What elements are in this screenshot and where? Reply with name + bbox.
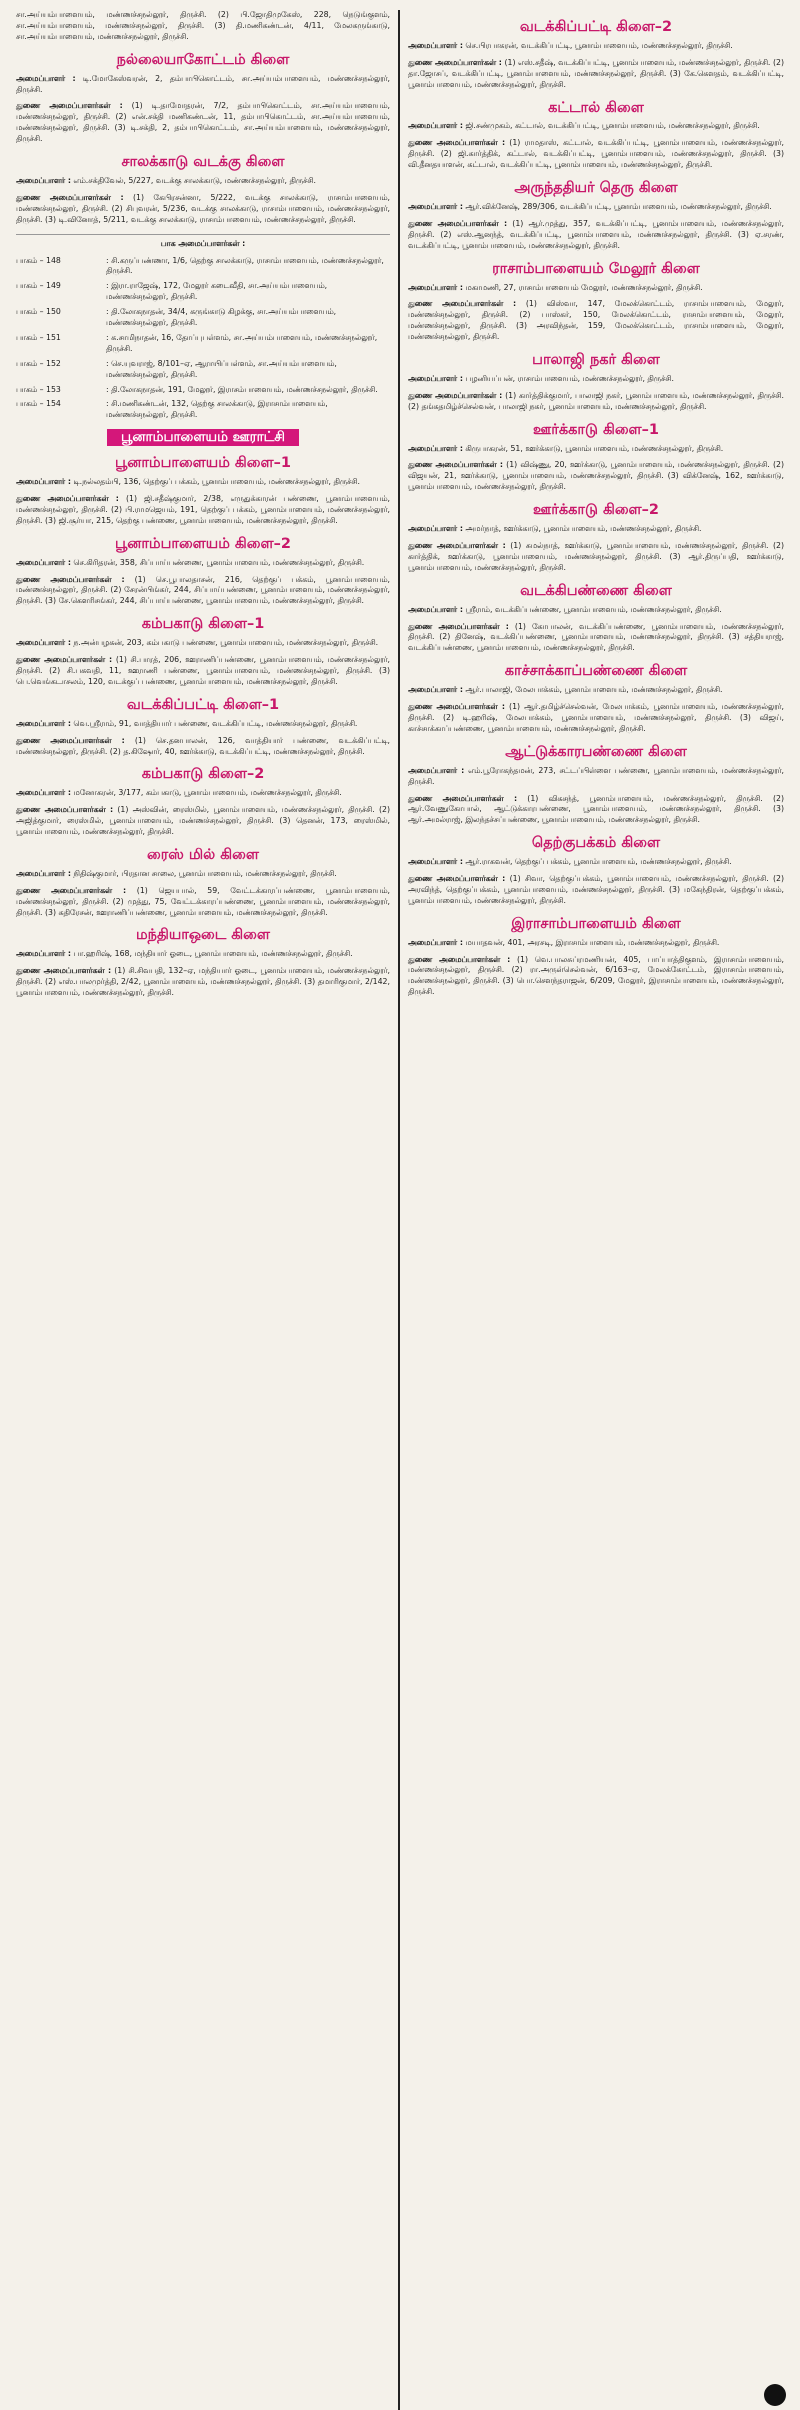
panchayat-banner: பூனாம்பாளையம் ஊராட்சி — [107, 429, 299, 446]
deputies-text: (1) வெ.பாலசுப்ரமணியன், 405, பாப்பாத்திகுளம், இராசாம்பாளையம், மண்ணச்சநல்லூர், திருச்சி. (2) ரா.அருள்செல்வன், 6/163–ஏ, மேலக்கோட்டம், இராசாம்பாளையம், மண்ணச்சநல்லூர், திருச்சி. (3) பொ.செளந்தராஜன், 6/209, மேலூர், இராசாம்பாளையம், மண்ணச்சநல்லூர், திருச்சி. — [408, 954, 785, 997]
organizer-label: அமைப்பாளர் : — [408, 604, 463, 614]
organizer-text: மனோகரன், 3/177, கம்பகாடு, பூனாம்பாளையம், மண்ணச்சநல்லூர், திருச்சி. — [73, 788, 342, 798]
organizer-text: ஆர்.ராகவன், தெற்குப் பக்கம், பூனாம்பாளையம், மண்ணச்சநல்லூர், திருச்சி. — [465, 857, 732, 867]
organizer-text: எம்.சக்திவேல், 5/227, வடக்கு சாலக்காடு, மண்ணச்சநல்லூர், திருச்சி. — [73, 175, 316, 185]
deputies-text: (1) சி.சிவபதி, 132–ஏ, மந்தியார் ஓடை, பூனாம்பாளையம், மண்ணச்சநல்லூர், திருச்சி. (2) எஸ்.பாலமுர்த்தி, 2/42, பூனாம்பாளையம், மண்ணச்சநல்லூர், திருச்சி. (3) தமாரிகுமார், 2/142, பூனாம்பாளையம், மண்ணச்சநல்லூர், திருச்சி. — [16, 966, 391, 998]
section-title: மந்தியாஒடை கிளை — [135, 927, 270, 944]
organizer-label: அமைப்பாளர் : — [408, 121, 463, 131]
booth-list — [16, 256, 390, 422]
deputies-label: துணை அமைப்பாளர்கள் : — [16, 101, 123, 111]
section-title: பூனாம்பாளையம் கிளை–2 — [115, 535, 291, 552]
organizer-entry — [16, 949, 390, 960]
organizer-entry — [408, 374, 784, 385]
organizer-text: பழனியப்பன், ராசாம்பாளையம், மண்ணச்சநல்லூர், திருச்சி. — [465, 373, 674, 383]
organizer-entry — [408, 202, 784, 213]
organizer-entry — [408, 121, 784, 132]
section-title: ஆட்டுக்காரபண்ணை கிளை — [505, 743, 687, 760]
booth-number: பாகம் – 150 — [16, 307, 61, 317]
deputies-entry — [408, 58, 784, 91]
section-title: காச்சாக்காப்பண்ணை கிளை — [504, 663, 688, 680]
organizer-entry — [16, 176, 390, 187]
organizer-entry — [16, 477, 390, 488]
booth-number: பாகம் – 152 — [16, 358, 61, 368]
organizer-label: அமைப்பாளர் : — [408, 282, 463, 292]
deputies-entry — [408, 541, 784, 574]
organizer-entry — [16, 719, 390, 730]
organizer-text: டி.மோகேஸ்வரன், 2, தம்பாபிகொட்டம், சா.அய்யம்பாளையம், மண்ணச்சநல்லூர், திருச்சி. — [16, 73, 391, 94]
booth-text: : சி.கருப்பண்ணா, 1/6, தெற்கு சாலக்காடு, ராசாம்பாளையம், மண்ணச்சநல்லூர், திருச்சி. — [106, 255, 384, 276]
booth-row — [16, 385, 390, 396]
deputies-label: துணை அமைப்பாளர்கள் : — [16, 574, 125, 584]
deputies-label: துணை அமைப்பாளர்கள் : — [408, 702, 505, 712]
organizer-text: கிருபாகரன், 51, ஊர்க்காடு, பூனாம்பாளையம், மண்ணச்சநல்லூர், திருச்சி. — [465, 443, 724, 453]
booth-text: : இரா.ராஜேஷ், 172, மேலூர் கடைவீதி, சா.அய்யம்பாளையம், மண்ணச்சநல்லூர், திருச்சி. — [106, 281, 328, 302]
organizer-entry — [408, 41, 784, 52]
deputies-entry — [408, 391, 784, 413]
deputies-label: துணை அமைப்பாளர்கள் : — [16, 494, 119, 503]
deputies-label: துணை அமைப்பாளர்கள் : — [408, 218, 508, 228]
booth-heading: பாக அமைப்பாளர்கள் : — [160, 238, 246, 248]
booth-row — [16, 307, 390, 329]
deputies-text: (1) ஆர்.முத்து, 357, வடக்கிப்பட்டி, பூனாம்பாளையம், மண்ணச்சநல்லூர், திருச்சி. (2) எஸ்.ஆனந்த், வடக்கிப்பட்டி, பூனாம்பாளையம், மண்ணச்சநல்லூர், திருச்சி. (3) ஏ.சரண், வடக்கிப்பட்டி, பூனாம்பாளையம், மண்ணச்சநல்லூர், திருச்சி. — [408, 218, 784, 250]
organizer-text: பா.ஹரிஷ், 168, மந்தியார் ஓடை, பூனாம்பாளையம், மண்ணச்சநல்லூர், திருச்சி. — [73, 949, 353, 959]
organizer-text: ஆர்.விக்னேஷ், 289/306, வடக்கிப்பட்டி, பூனாம்பாளையம், மண்ணச்சநல்லூர், திருச்சி. — [465, 201, 772, 211]
section-title: கம்பகாடு கிளை–2 — [141, 766, 265, 783]
organizer-entry — [408, 605, 784, 616]
organizer-label: அமைப்பாளர் : — [16, 949, 71, 959]
booth-number: பாகம் – 151 — [16, 332, 61, 342]
section-title: ஊர்க்காடு கிளை–1 — [533, 421, 659, 438]
deputies-text: (1) விஸ்வா, 147, மேலக்கொட்டம், ராசாம்பாளையம், மேலூர், மண்ணச்சநல்லூர், திருச்சி. (2) பாஸ்கர், 150, மேலக்கொட்டம், ராசாம்பாளையம், மேலூர், மண்ணச்சநல்லூர், திருச்சி. (3) அரவிந்தன், 159, மேலக்கொட்டம், ராசாம்பாளையம், மேலூர், மண்ணச்சநல்லூர், திருச்சி. — [408, 299, 785, 342]
section-title: ஊர்க்காடு கிளை–2 — [533, 502, 659, 519]
deputies-entry — [408, 955, 784, 999]
deputies-text: (1) சிவா, தெற்குப்பக்கம், பூனாம்பாளையம், மண்ணச்சநல்லூர், திருச்சி. (2) அரவிந்த், தெற்குப்பக்கம், பூனாம்பாளையம், மண்ணச்சநல்லூர், திருச்சி. (3) மகேந்திரன், தெற்குப்பக்கம், பூனாம்பாளையம், மண்ணச்சநல்லூர், திருச்சி. — [408, 874, 785, 905]
deputies-label: துணை அமைப்பாளர்கள் : — [408, 57, 502, 67]
organizer-label: அமைப்பாளர் : — [408, 373, 463, 383]
organizer-entry — [408, 524, 784, 535]
organizer-entry — [16, 788, 390, 799]
booth-row — [16, 333, 390, 355]
organizer-text: மகாமணி, 27, ராசாம்பாளையம் மேலூர், மண்ணச்சநல்லூர், திருச்சி. — [465, 282, 703, 292]
deputies-text: (1) ராமதாஸ், கட்டால், வடக்கிப்பட்டி, பூனாம்பாளையம், மண்ணச்சநல்லூர், திருச்சி. (2) ஜி.கார்த்திக், கட்டால், வடக்கிப்பட்டி, பூனாம்பாளையம், மண்ணச்சநல்லூர், திருச்சி. (3) வி.தீனதயாளன், கட்டால், வடக்கிப்பட்டி, பூனாம்பாளையம், மண்ணச்சநல்லூர், திருச்சி. — [408, 138, 785, 170]
organizer-label: அமைப்பாளர் : — [16, 73, 76, 83]
banner-wrap — [16, 429, 390, 446]
deputies-entry — [408, 219, 784, 252]
deputies-entry — [16, 805, 390, 838]
deputies-label: துணை அமைப்பாளர்கள் : — [408, 390, 503, 400]
section-title: கட்டால் கிளை — [548, 99, 644, 116]
deputies-label: துணை அமைப்பாளர்கள் : — [16, 805, 114, 815]
organizer-text: மயாதவன், 401, அரசடி, இராசாம்பாளையம், மண்ணச்சநல்லூர், திருச்சி. — [465, 937, 720, 947]
deputies-entry — [408, 874, 784, 907]
section-title: வடக்கிப்பட்டி கிளை–2 — [519, 19, 673, 35]
booth-row — [16, 256, 390, 278]
organizer-entry — [408, 938, 784, 949]
booth-row — [16, 359, 390, 381]
deputies-text: (1) விஷ்ணு, 20, ஊர்க்காடு, பூனாம்பாளையம், மண்ணச்சநல்லூர், திருச்சி. (2) விஜயன், 21, ஊர்க்காடு, பூனாம்பாளையம், மண்ணச்சநல்லூர், திருச்சி. (3) விக்னேஷ், 162, ஊர்க்காடு, பூனாம்பாளையம், மண்ணச்சநல்லூர், திருச்சி. — [408, 460, 785, 492]
deputies-entry — [408, 794, 784, 827]
deputies-label: துணை அமைப்பாளர்கள் : — [408, 541, 506, 550]
deputies-entry — [16, 494, 390, 527]
deputies-text: (1) எஸ்.சதீஷ், வடக்கிப்பட்டி, பூனாம்பாளையம், மண்ணச்சநல்லூர், திருச்சி. (2) தா.ஜோசப், வடக்கிப்பட்டி, பூனாம்பாளையம், மண்ணச்சநல்லூர், திருச்சி. (3) கே.கௌதம், வடக்கிப்பட்டி, பூனாம்பாளையம், மண்ணச்சநல்லூர், திருச்சி. — [408, 57, 784, 89]
organizer-text: ந.அன்பழகன், 203, கம்பகாடு பண்ணை, பூனாம்பாளையம், மண்ணச்சநல்லூர், திருச்சி. — [73, 638, 379, 648]
deputies-text: (1) கோபாலன், வடக்கிப்பண்ணை, பூனாம்பாளையம், மண்ணச்சநல்லூர், திருச்சி. (2) தினேஷ், வடக்கிப்பண்ணை, பூனாம்பாளையம், மண்ணச்சநல்லூர், திருச்சி. (3) சத்தியராஜ், வடக்கிப்பண்ணை, பூனாம்பாளையம், மண்ணச்சநல்லூர், திருச்சி. — [408, 621, 784, 653]
booth-number: பாகம் – 148 — [16, 255, 61, 265]
deputies-label: துணை அமைப்பாளர்கள் : — [16, 192, 124, 202]
deputies-entry — [408, 622, 784, 655]
deputies-label: துணை அமைப்பாளர்கள் : — [408, 299, 517, 309]
section-title: பாலாஜி நகர் கிளை — [532, 352, 660, 369]
deputies-label: துணை அமைப்பாளர்கள் : — [16, 966, 112, 976]
organizer-label: அமைப்பாளர் : — [408, 443, 463, 453]
section-title: வடக்கிப்பட்டி கிளை–1 — [126, 696, 280, 713]
right-column — [400, 10, 792, 2410]
organizer-label: அமைப்பாளர் : — [16, 557, 71, 567]
deputies-text: (1) செ.பூபாலதாசன், 216, தெற்குப் பக்கம், பூனாம்பாளையம், மண்ணச்சநல்லூர், திருச்சி. (2) சேரன்பிங்கர், 244, சிப்பாய்பண்ணை, பூனாம்பாளையம், மண்ணச்சநல்லூர், திருச்சி. (3) சே.கௌரிசங்கர், 244, சிப்பாய்பண்ணை, பூனாம்பாளையம், மண்ணச்சநல்லூர், திருச்சி. — [16, 574, 391, 606]
organizer-label: அமைப்பாளர் : — [16, 477, 71, 487]
deputies-label: துணை அமைப்பாளர்கள் : — [16, 655, 113, 665]
section-title: தெற்குபக்கம் கிளை — [531, 835, 661, 852]
organizer-text: ஜி.சண்முகம், கட்டால், வடக்கிப்பட்டி, பூனாம்பாளையம், மண்ணச்சநல்லூர், திருச்சி. — [465, 121, 760, 131]
organizer-entry — [408, 685, 784, 696]
deputies-text: (1) டி.தாமோதரன், 7/2, தம்பாபிகொட்டம், சா.அய்யம்பாளையம், மண்ணச்சநல்லூர், திருச்சி. (2) என்.சக்தி மணிகண்டன், 11, தம்பாபிகொட்டம், சா.அய்யம்பாளையம், மண்ணச்சநல்லூர், திருச்சி. (3) டி.சக்தி, 2, தம்பாபிகொட்டம், சா.அய்யம்பாளையம், மண்ணச்சநல்லூர், திருச்சி. — [16, 101, 390, 144]
organizer-label: அமைப்பாளர் : — [16, 175, 71, 185]
left-sections-group-2 — [16, 455, 391, 999]
organizer-label: அமைப்பாளர் : — [408, 685, 463, 695]
booth-number: பாகம் – 154 — [16, 399, 61, 409]
organizer-label: அமைப்பாளர் : — [16, 718, 71, 728]
deputies-entry — [16, 966, 390, 999]
organizer-label: அமைப்பாளர் : — [408, 937, 463, 947]
organizer-entry — [408, 283, 784, 294]
organizer-entry — [16, 638, 390, 649]
section-title: சாலக்காடு வடக்கு கிளை — [121, 154, 285, 171]
deputies-entry — [16, 193, 390, 226]
deputies-entry — [408, 702, 784, 735]
organizer-text: ஸ்ரீராம், வடக்கிப்பண்ணை, பூனாம்பாளையம், மண்ணச்சநல்லூர், திருச்சி. — [465, 604, 722, 614]
deputies-label: துணை அமைப்பாளர்கள் : — [408, 954, 511, 964]
deputies-text: (1) ஆர்.தமிழ்ச்செல்வன், மேலபாக்கம், பூனாம்பாளையம், மண்ணச்சநல்லூர், திருச்சி. (2) டி.ஹரிஷ், மேலபாக்கம், பூனாம்பாளையம், மண்ணச்சநல்லூர், திருச்சி. (3) விஜய், காச்சாக்காப்பண்ணை, பூனாம்பாளையம், மண்ணச்சநல்லூர், திருச்சி. — [408, 702, 784, 733]
booth-text: : செ.யுவராஜ், 8/101–ஏ, ஆராயிப்பள்ளம், சா.அய்யம்பாளையம், மண்ணச்சநல்லூர், திருச்சி. — [106, 358, 337, 379]
organizer-text: ஆர்.பாலாஜி, மேலபாக்கம், பூனாம்பாளையம், மண்ணச்சநல்லூர், திருச்சி. — [465, 685, 723, 695]
deputies-label: துணை அமைப்பாளர்கள் : — [16, 885, 127, 895]
organizer-label: அமைப்பாளர் : — [408, 524, 463, 534]
organizer-label: அமைப்பாளர் : — [16, 788, 71, 798]
booth-row — [16, 399, 390, 421]
right-sections-group — [408, 19, 785, 998]
deputies-text: (1) ஜெயபால், 59, வேட்டக்காரப்பண்ணை, பூனாம்பாளையம், மண்ணச்சநல்லூர், திருச்சி. (2) முத்து, 75, வேட்டக்காரப்பண்ணை, பூனாம்பாளையம், மண்ணச்சநல்லூர், திருச்சி. (3) கதிரேசன், ஊராணிப்பண்ணை, பூனாம்பாளையம், மண்ணச்சநல்லூர், திருச்சி. — [16, 885, 390, 917]
deputies-label: துணை அமைப்பாளர்கள் : — [16, 735, 125, 745]
deputies-text: (1) அஸ்வின், ரைஸ்மில், பூனாம்பாளையம், மண்ணச்சநல்லூர், திருச்சி. (2) அஜித்குமார், ரைஸ்மில், பூனாம்பாளையம், மண்ணச்சநல்லூர், திருச்சி. (3) தெனன், 173, ரைஸ்மில், பூனாம்பாளையம், மண்ணச்சநல்லூர், திருச்சி. — [16, 805, 390, 837]
organizer-label: அமைப்பாளர் : — [16, 638, 71, 648]
section-title: பூனாம்பாளையம் கிளை–1 — [115, 455, 291, 472]
deputies-entry — [408, 299, 784, 343]
organizer-text: வெ.ஸ்ரீராம், 91, வாத்தியார் பண்ணை, வடக்கிப்பட்டி, மண்ணச்சநல்லூர், திருச்சி. — [73, 718, 358, 728]
section-title: அருந்ததியர் தெரு கிளை — [514, 180, 678, 197]
organizer-entry — [408, 444, 784, 455]
organizer-text: டி.நல்லதம்பி, 136, தெற்குப் பக்கம், பூனாம்பாளையம், மண்ணச்சநல்லூர், திருச்சி. — [73, 477, 360, 487]
left-column — [8, 10, 400, 2410]
deputies-text: (1) ஜி.சதீஷ்குமார், 2/38, எருதுக்காரன் பண்ணை, பூனாம்பாளையம், மண்ணச்சநல்லூர், திருச்சி. (2) பி.ராமஜெயம், 191, தெற்குப் பக்கம், பூனாம்பாளையம், மண்ணச்சநல்லூர், திருச்சி. (3) ஜி.சூர்யா, 215, தெற்கு பண்ணை, பூனாம்பாளையம், மண்ணச்சநல்லூர், திருச்சி. — [16, 494, 391, 525]
deputies-entry — [16, 575, 390, 608]
organizer-label: அமைப்பாளர் : — [408, 40, 463, 50]
deputies-label: துணை அமைப்பாளர்கள் : — [408, 874, 506, 884]
booth-text: : தி.லோகநாதன், 34/4, கருங்காடு கிழக்கு, சா.அய்யம்பாளையம், மண்ணச்சநல்லூர், திருச்சி. — [106, 307, 337, 328]
organizer-label: அமைப்பாளர் : — [408, 201, 463, 211]
organizer-entry — [16, 558, 390, 569]
booth-number: பாகம் – 153 — [16, 384, 61, 394]
organizer-text: நிதிஷ்குமார், பிரதான சாலை, பூனாம்பாளையம், மண்ணச்சநல்லூர், திருச்சி. — [73, 868, 337, 878]
page-marker-icon — [764, 2384, 786, 2406]
section-title: ராசாம்பாளையம் மேலூர் கிளை — [492, 260, 700, 277]
organizer-entry — [408, 766, 784, 788]
intro-text: சா.அய்யம்பாளையம், மண்ணச்சநல்லூர், திருச்சி. (2) பி.ஜோதிமுகேஸ், 228, நெடுங்குளம், சா.அய்யம்பாளையம், மண்ணச்சநல்லூர், திருச்சி. (3) தி.மணிகண்டன், 4/11, மேலகருங்காடு, சா.அய்யம்பாளையம், மண்ணச்சநல்லூர், திருச்சி. — [16, 10, 390, 41]
left-sections-group-1 — [16, 51, 391, 226]
organizer-entry — [408, 857, 784, 868]
section-title: இராசாம்பாளையம் கிளை — [511, 915, 681, 932]
section-title: கம்பகாடு கிளை–1 — [141, 616, 265, 633]
deputies-label: துணை அமைப்பாளர்கள் : — [408, 460, 504, 470]
booth-text: : சி.மணிகண்டன், 132, தெற்கு சாலக்காடு, இராசாம்பாளையம், மண்ணச்சநல்லூர், திருச்சி. — [106, 399, 328, 420]
booth-number: பாகம் – 149 — [16, 281, 61, 291]
section-title: நல்லையாகோட்டம் கிளை — [116, 51, 290, 68]
deputies-entry — [16, 101, 390, 145]
section-title: ரைஸ் மில் கிளை — [147, 846, 259, 863]
deputies-label: துணை அமைப்பாளர்கள் : — [408, 138, 506, 148]
divider — [16, 234, 390, 235]
deputies-text: (1) சி.பாரத், 206, ஊராணிப்பண்ணை, பூனாம்பாளையம், மண்ணச்சநல்லூர், திருச்சி. (2) சி.பகவதி, 11, ஊராணி பண்ணை, பூனாம்பாளையம், மண்ணச்சநல்லூர், திருச்சி. (3) பெ.வெங்கடாசலம், 120, வடக்குப் பண்ணை, பூனாம்பாளையம், மண்ணச்சநல்லூர், திருச்சி. — [16, 655, 390, 686]
organizer-text: அமர்நாத், ஊர்க்காடு, பூனாம்பாளையம், மண்ணச்சநல்லூர், திருச்சி. — [465, 524, 702, 534]
booth-text: : க.சாமிநாதன், 16, தோப்புபள்ளம், சா.அய்யம்பாளையம், மண்ணச்சநல்லூர், திருச்சி. — [106, 332, 378, 353]
deputies-label: துணை அமைப்பாளர்கள் : — [408, 793, 518, 803]
organizer-label: அமைப்பாளர் : — [408, 857, 463, 867]
deputies-entry — [16, 655, 390, 688]
booth-row — [16, 281, 390, 303]
deputies-entry — [16, 886, 390, 919]
deputies-entry — [408, 138, 784, 171]
deputies-text: (1) கார்த்திக்குமார், பாலாஜி நகர், பூனாம்பாளையம், மண்ணச்சநல்லூர், திருச்சி. (2) தங்கதமிழ்ச்செல்வன், பாலாஜி நகர், பூனாம்பாளையம், மண்ணச்சநல்லூர், திருச்சி. — [408, 390, 784, 411]
deputies-text: (1) கேபிரசன்னா, 5/222, வடக்கு சாலக்காடு, ராசாம்பாளையம், மண்ணச்சநல்லூர், திருச்சி. (2) சிபுவரன், 5/236, வடக்கு சாலக்காடு, ராசாம்பாளையம், மண்ணச்சநல்லூர், திருச்சி. (3) டி.வினோத், 5/211, வடக்கு சாலக்காடு, ராசாம்பாளையம், மண்ணச்சநல்லூர், திருச்சி. — [16, 192, 391, 224]
organizer-entry — [16, 869, 390, 880]
deputies-entry — [16, 736, 390, 758]
organizer-entry — [16, 74, 390, 96]
section-title: வடக்கிபண்ணை கிளை — [520, 582, 672, 599]
booth-text: : தி.லோகநாதன், 191, மேலூர், இராசம்பாளையம், மண்ணச்சநல்லூர், திருச்சி. — [106, 384, 378, 394]
deputies-label: துணை அமைப்பாளர்கள் : — [408, 621, 509, 631]
organizer-label: அமைப்பாளர் : — [16, 868, 71, 878]
organizer-label: அமைப்பாளர் : — [408, 765, 465, 775]
organizer-text: எம்.பூரோகந்தமன், 273, சட்டப்பிள்ளை பண்ணை, பூனாம்பாளையம், மண்ணச்சநல்லூர், திருச்சி. — [408, 765, 785, 786]
deputies-text: (1) விகசந்த், பூனாம்பாளையம், மண்ணச்சநல்லூர், திருச்சி. (2) ஆர்.வேணுகோபால், ஆட்டுக்காரபண்ணை, பூனாம்பாளையம், மண்ணச்சநல்லூர், திருச்சி. (3) ஆர்.அமல்ராஜ், இலந்தச்சப்பண்ணை, பூனாம்பாளையம், மண்ணச்சநல்லூர், திருச்சி. — [408, 793, 784, 825]
deputies-text: (1) சுமல்நாத், ஊர்க்காடு, பூனாம்பாளையம், மண்ணச்சநல்லூர், திருச்சி. (2) கார்த்திக், ஊர்க்காடு, பூனாம்பாளையம், மண்ணச்சநல்லூர், திருச்சி. (3) ஆர்.திருப்பதி, ஊர்க்காடு, பூனாம்பாளையம், மண்ணச்சநல்லூர், திருச்சி. — [408, 541, 784, 572]
organizer-text: செ.பிரபாகரன், வடக்கிப்பட்டி, பூனாம்பாளையம், மண்ணச்சநல்லூர், திருச்சி. — [465, 40, 733, 50]
deputies-entry — [408, 460, 784, 493]
organizer-text: செ.கிரிதரன், 358, சிப்பாய்பண்ணை, பூனாம்பாளையம், மண்ணச்சநல்லூர், திருச்சி. — [73, 557, 365, 567]
deputies-text: (1) செ.தனபாலன், 126, வாத்தியார் பண்ணை, வடக்கிப்பட்டி, மண்ணச்சநல்லூர், திருச்சி. (2) த.கிஷோர், 40, ஊர்க்காடு, வடக்கிப்பட்டி, மண்ணச்சநல்லூர், திருச்சி. — [16, 735, 391, 756]
